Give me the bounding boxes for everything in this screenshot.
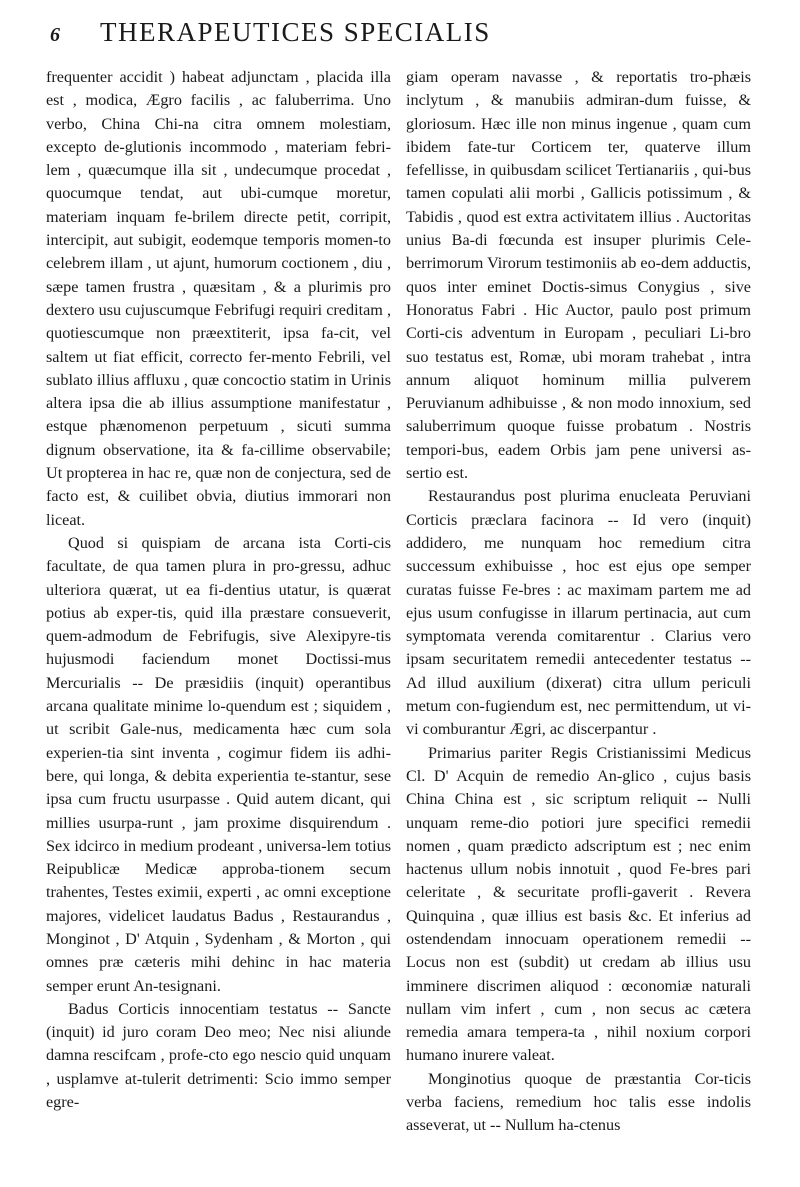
paragraph: Monginotius quoque de præstantia Cor-ticis verba faciens, remedium hoc talis esse indolis asseverat, ut -- Nullum ha-ctenus: [406, 1069, 751, 1135]
paragraph: Badus Corticis innocentiam testatus -- Sancte (inquit) id juro coram Deo meo; Nec nisi aliunde damna rescifcam , profe-cto ego nescio quid unquam , usplamve at-tulerit detrimenti: Scio immo semper egre-: [46, 999, 391, 1112]
left-column: [46, 66, 391, 1114]
paragraph: Primarius pariter Regis Cristianissimi Medicus Cl. D' Acquin de remedio An-glico , cujus basis China China est , sic scriptum reliquit -- Nulli unquam reme-dio potiori jure specifici remedii nomen , quam prædicto adscriptum est ; nec enim hactenus ullum nobis innotuit , quod Fe-bres pari celeritate , & securitate profli-gaverit . Revera Quinquina , quæ illius est basis &c. Et inferius ad ostendendam innocuam operationem remedii -- Locus non est (subdit) ut credam ab illius usu imminere discrimen aliquod : œconomiæ naturali nullam vim infert , cum , non secus ac cætera remedia amara tempera-ta , nihil noxium corpori humano inurere valeat.: [406, 743, 751, 1065]
right-column: [406, 66, 751, 1138]
page-header: [0, 14, 800, 58]
paragraph: Restaurandus post plurima enucleata Peruviani Corticis præclara facinora -- Id vero (inquit) addidero, me nunquam hoc remedium citra successum exhibuisse , hoc est ejus ope semper curatas fuisse Fe-bres : ac maximam partem me ad ejus usum confugisse in illarum pertinacia, aut cum symptomata verenda comitarentur . Clarius vero ipsam securitatem remedii antecedenter testatus -- Ad illud auxilium (dixerat) citra ullum periculi metum con-fugiendum est, nec permittendum, ut vi-vi comburantur Ægri, ac discerpantur .: [406, 487, 751, 739]
paragraph: giam operam navasse , & reportatis tro-phæis inclytum , & manubiis admiran-dum fuisse, & gloriosum. Hæc ille non minus ingenue , quam cum ibidem fate-tur Corticem ter, quaterve illum fefellisse, in quibusdam scilicet Tertianariis , qui-bus tamen copulati alii morbi , Gallicis potissimum , & Tabidis , quod est extra activitatem illius . Auctoritas unius Ba-di fœcunda est insuper plurimis Cele-berrimorum Virorum testimoniis ab eo-dem adductis, quos inter eminet Doctis-simus Conygius , sive Honoratus Fabri . Hic Auctor, paulo post primum Corti-cis adventum in Europam , peculiari Li-bro suo testatus est, Romæ, ubi moram trahebat , intra annum aliquot hominum millia pulverem Peruvianum adhibuisse , & non modo innoxium, sed saluberrimum quoque fuisse probatum . Nostris tempori-bus, eadem Orbis jam pene universi as-sertio est.: [406, 68, 751, 483]
page-number: 6: [50, 24, 60, 46]
paragraph: Quod si quispiam de arcana ista Corti-cis facultate, de qua tamen plura in pro-gressu, adhuc ulteriora quærat, ut ea fi-dentius utatur, is quærat potius ab exper-tis, quid illa præstare consueverit, quem-admodum de Febrifugis, sive Alexipyre-tis hujusmodi faciendum monet Doctissi-mus Mercurialis -- De præsidiis (inquit) operantibus arcana qualitate minime lo-quendum est ; siquidem , ut scribit Gale-nus, medicamenta hæc cum sola experien-tia sint inventa , cogimur fidem iis adhi-bere, qui longa, & debita experientia te-stantur, sese ipsa cum fructu usurpasse . Quid autem dicant, qui millies usurpa-runt , jam proxime disquirendum . Sex idcirco in medium prodeant , universa-lem totius Reipublicæ Medicæ approba-tionem secum trahentes, Testes eximii, experti , ac omni exceptione majores, videlicet laudatus Badus , Restaurandus , Monginot , D' Atquin , Sydenham , & Morton , qui omnes præ cæteris mihi dehinc in hac materia semper erunt An-tesignani.: [46, 533, 391, 995]
running-title: THERAPEUTICES SPECIALIS: [100, 17, 491, 47]
paragraph: frequenter accidit ) habeat adjunctam , placida illa est , modica, Ægro facilis , ac faluberrima. Uno verbo, China Chi-na citra omnem molestiam, excepto de-glutionis incommodo , materiam febri-lem , quæcumque illa sit , undecumque procedat , quocumque tendat, aut ubi-cumque moretur, materiam inquam fe-brilem directe petit, corripit, intercipit, aut subigit, eodemque temporis momen-to celebrem illam , ut ajunt, humorum coctionem , diu , sæpe tamen frustra , quæsitam , & a plurimis pro dextero usu cujuscumque Febrifugi requiri creditam , quotiescumque non præextiterit, ipsa fa-cit, vel saltem ut fiat efficit, correcto fer-mento Febrili, vel sublato illius affluxu , quæ concoctio statim in Urinis altera ipsa die ab illius assumptione manifestatur , estque phænomenon perpetuum , sicuti summa dignum observatione, ita & fa-cillime observabile; Ut propterea in hac re, quæ non de conjectura, sed de facto est, & cuilibet obvia, diutius immorari non liceat.: [46, 68, 391, 529]
